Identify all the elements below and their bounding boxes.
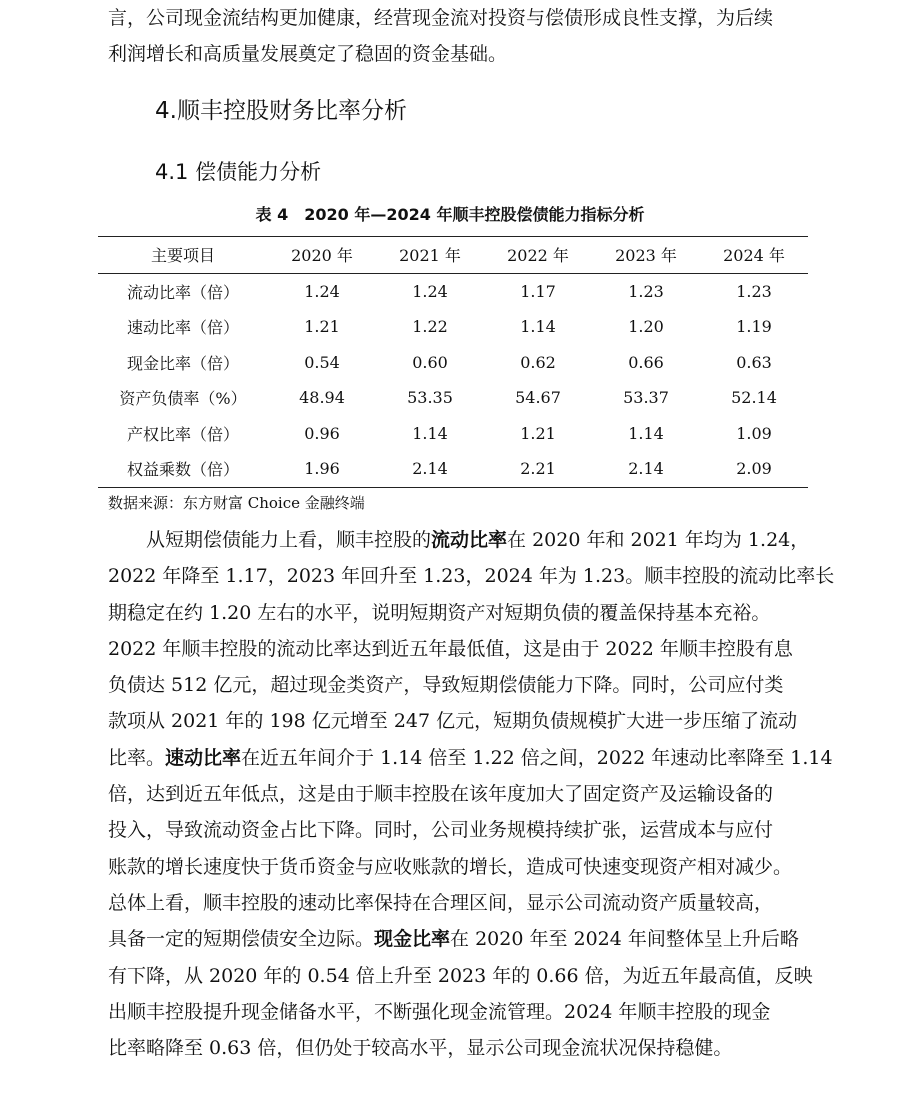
paragraph-line: 投入，导致流动资金占比下降。同时，公司业务规模持续扩张，运营成本与应付 [108, 819, 774, 842]
row-label: 现金比率（倍） [126, 353, 239, 373]
header-item: 主要项目 [150, 246, 215, 266]
table-cell: 2.14 [412, 459, 448, 479]
table-row [98, 451, 808, 487]
paragraph-line: 2022 年降至 1.17，2023 年回升至 1.23，2024 年为 1.23。顺丰控股的流动比率长 [108, 565, 835, 588]
header-2022: 2022 年 [507, 246, 569, 266]
header-2023: 2023 年 [615, 246, 677, 266]
table-cell: 0.96 [304, 423, 340, 443]
header-2024: 2024 年 [723, 246, 785, 266]
paragraph-line: 负债达 512 亿元，超过现金类资产，导致短期偿债能力下降。同时，公司应付类 [108, 674, 784, 697]
table-row [98, 309, 808, 345]
paragraph-line: 款项从 2021 年的 198 亿元增至 247 亿元，短期负债规模扩大进一步压缩了流动 [108, 710, 798, 733]
row-label: 产权比率（倍） [126, 424, 239, 444]
paragraph-line: 比率略降至 0.63 倍，但仍处于较高水平，显示公司现金流状况保持稳健。 [108, 1037, 733, 1060]
keyword-cash-ratio: 现金比率 [374, 928, 451, 951]
paragraph-line: 账款的增长速度快于货币资金与应收账款的增长，造成可快速变现资产相对减少。 [108, 855, 793, 878]
body-paragraph [108, 522, 835, 1066]
table-cell: 1.19 [736, 317, 772, 337]
row-label: 权益乘数（倍） [126, 460, 239, 480]
text-run: 从短期偿债能力上看，顺丰控股的 [146, 529, 432, 551]
table-cell: 1.14 [520, 317, 556, 337]
text-run: 在近五年间介于 1.14 倍至 1.22 倍之间，2022 年速动比率降至 1.14 [241, 746, 833, 769]
table-cell: 1.09 [736, 423, 772, 443]
table-cell: 1.14 [412, 423, 448, 443]
section-heading: 4.顺丰控股财务比率分析 [155, 98, 407, 124]
table-cell: 0.66 [628, 352, 664, 372]
table-cell: 0.63 [736, 352, 772, 372]
table-cell: 2.09 [736, 459, 772, 479]
table-row [98, 345, 808, 381]
header-2021: 2021 年 [399, 246, 461, 266]
paragraph-line: 倍，达到近五年低点，这是由于顺丰控股在该年度加大了固定资产及运输设备的 [108, 783, 774, 806]
table-cell: 1.96 [304, 459, 340, 479]
table-cell: 53.35 [407, 388, 453, 408]
table-cell: 0.62 [520, 352, 556, 372]
table-cell: 0.60 [412, 352, 448, 372]
header-2020: 2020 年 [291, 246, 353, 266]
paragraph-line [108, 740, 833, 776]
table-cell: 54.67 [515, 388, 561, 408]
row-label: 资产负债率（%） [119, 389, 247, 409]
table-cell: 1.17 [520, 281, 556, 301]
table-cell: 1.24 [304, 281, 340, 301]
paragraph-line: 总体上看，顺丰控股的速动比率保持在合理区间，显示公司流动资产质量较高， [108, 891, 774, 914]
table-cell: 1.20 [628, 317, 664, 337]
table-row [98, 416, 808, 452]
table-cell: 1.22 [412, 317, 448, 337]
keyword-current-ratio: 流动比率 [431, 529, 508, 551]
row-label: 流动比率（倍） [126, 282, 239, 302]
paragraph-line: 出顺丰控股提升现金储备水平，不断强化现金流管理。2024 年顺丰控股的现金 [108, 1000, 771, 1023]
table-cell: 2.14 [628, 459, 664, 479]
paragraph-line [108, 921, 808, 957]
text-run: 在 2020 年至 2024 年间整体呈上升后略 [450, 928, 799, 951]
paragraph-line: 有下降，从 2020 年的 0.54 倍上升至 2023 年的 0.66 倍，为近五年最高值，反映 [108, 964, 813, 987]
table-cell: 0.54 [304, 352, 340, 372]
text-run: 具备一定的短期偿债安全边际。 [108, 928, 375, 951]
paragraph-line: 2022 年顺丰控股的流动比率达到近五年最低值，这是由于 2022 年顺丰控股有息 [108, 637, 793, 660]
table-caption: 表 4 2020 年—2024 年顺丰控股偿债能力指标分析 [255, 205, 645, 224]
table-header-row [98, 237, 808, 274]
paragraph-line: 期稳定在约 1.20 左右的水平，说明短期资产对短期负债的覆盖保持基本充裕。 [108, 601, 771, 624]
table-cell: 1.23 [736, 281, 772, 301]
table-cell: 48.94 [299, 388, 345, 408]
table-cell: 1.21 [304, 317, 340, 337]
table-cell: 2.21 [520, 459, 556, 479]
solvency-table [98, 236, 808, 488]
subsection-heading: 4.1 偿债能力分析 [155, 160, 322, 184]
table-cell: 1.23 [628, 281, 664, 301]
table-cell: 1.14 [628, 423, 664, 443]
table-cell: 53.37 [623, 388, 669, 408]
table-cell: 52.14 [731, 388, 777, 408]
paragraph-line [108, 522, 808, 558]
table-row [98, 273, 808, 309]
row-label: 速动比率（倍） [126, 318, 239, 338]
text-run: 在 2020 年和 2021 年均为 1.24， [507, 529, 810, 551]
keyword-quick-ratio: 速动比率 [165, 746, 242, 769]
table-row [98, 380, 808, 416]
intro-line-1: 言，公司现金流结构更加健康，经营现金流对投资与偿债形成良性支撑，为后续 [108, 7, 774, 29]
table-source-note: 数据来源：东方财富 Choice 金融终端 [108, 494, 365, 512]
table-cell: 1.24 [412, 281, 448, 301]
intro-line-2: 利润增长和高质量发展奠定了稳固的资金基础。 [108, 43, 508, 65]
text-run: 比率。 [108, 746, 166, 769]
table-cell: 1.21 [520, 423, 556, 443]
